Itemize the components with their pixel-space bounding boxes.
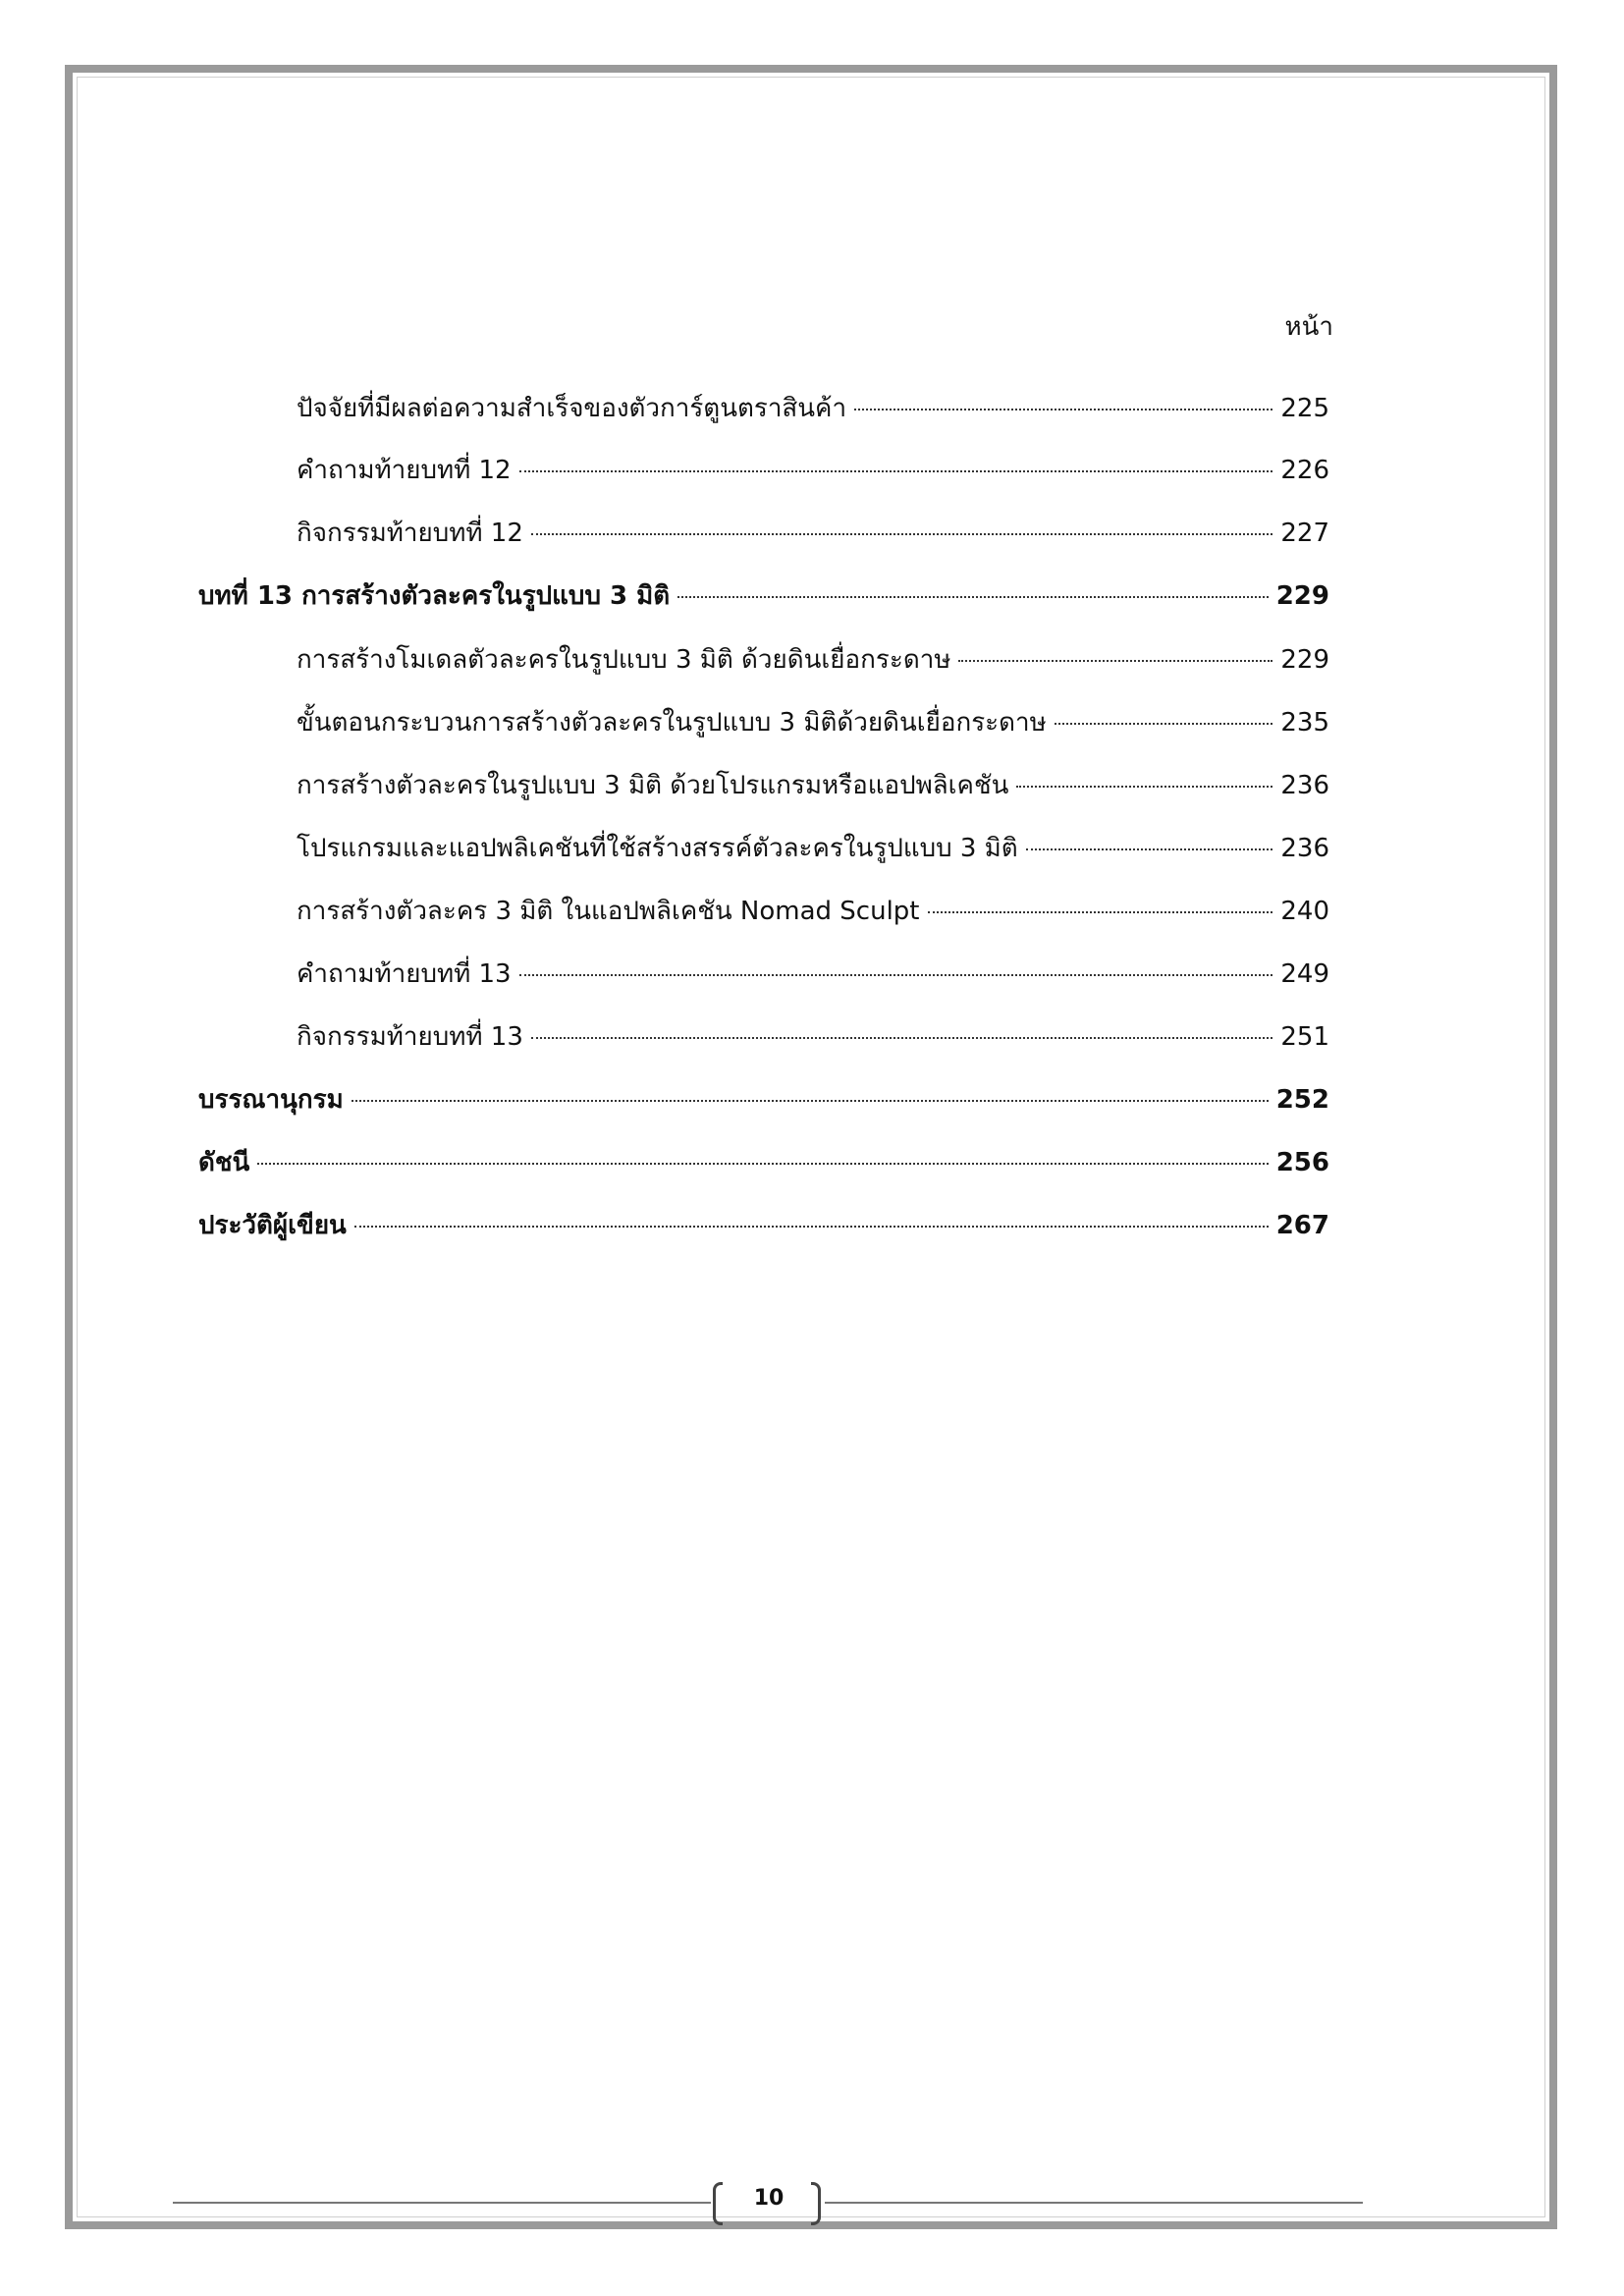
toc-dot-leader xyxy=(1016,786,1272,788)
toc-entry[interactable] xyxy=(297,891,1329,936)
toc-dot-leader xyxy=(354,1226,1269,1228)
toc-dot-leader xyxy=(854,409,1272,410)
toc-entry[interactable] xyxy=(297,639,1329,684)
left-bracket-icon xyxy=(713,2182,723,2225)
toc-chapter-entry[interactable] xyxy=(198,1079,1329,1124)
toc-chapter-title: ประวัติผู้เขียน xyxy=(198,1211,347,1240)
toc-chapter-title: ดัชนี xyxy=(198,1148,250,1177)
toc-entry-page: 226 xyxy=(1280,456,1329,485)
toc-chapter-title: บทที่ 13 การสร้างตัวละครในรูปแบบ 3 มิติ xyxy=(198,581,671,611)
toc-entry[interactable] xyxy=(297,765,1329,810)
toc-entry[interactable] xyxy=(297,388,1329,433)
toc-chapter-entry[interactable] xyxy=(198,1205,1329,1250)
toc-entry[interactable] xyxy=(297,1016,1329,1062)
toc-dot-leader xyxy=(1055,723,1272,725)
toc-dot-leader xyxy=(958,660,1272,662)
toc-dot-leader xyxy=(257,1163,1268,1165)
toc-entry-title: การสร้างตัวละคร 3 มิติ ในแอปพลิเคชัน Nomad Sculpt xyxy=(297,897,920,926)
toc-dot-leader xyxy=(531,533,1272,535)
toc-dot-leader xyxy=(531,1037,1272,1039)
toc-entry-title: กิจกรรมท้ายบทที่ 12 xyxy=(297,519,523,548)
footer-rule-right xyxy=(825,2202,1363,2204)
toc-entry-page: 229 xyxy=(1280,645,1329,675)
toc-dot-leader xyxy=(1026,848,1272,850)
toc-entry-page: 240 xyxy=(1280,897,1329,926)
toc-entry-page: 225 xyxy=(1280,394,1329,423)
toc-entry-page: 249 xyxy=(1280,959,1329,989)
toc-entry-title: ขั้นตอนกระบวนการสร้างตัวละครในรูปแบบ 3 มิติด้วยดินเยื่อกระดาษ xyxy=(297,708,1047,738)
toc-entry-title: การสร้างตัวละครในรูปแบบ 3 มิติ ด้วยโปรแกรมหรือแอปพลิเคชัน xyxy=(297,771,1009,800)
toc-entry-page: 236 xyxy=(1280,834,1329,863)
page-column-label: หน้า xyxy=(1284,312,1333,342)
toc-dot-leader xyxy=(928,911,1273,913)
toc-entry-title: กิจกรรมท้ายบทที่ 13 xyxy=(297,1022,523,1052)
toc-entry[interactable] xyxy=(297,513,1329,558)
toc-chapter-page: 256 xyxy=(1275,1148,1329,1177)
toc-chapter-entry[interactable] xyxy=(198,575,1329,621)
toc-chapter-page: 229 xyxy=(1275,581,1329,611)
toc-entry-title: คำถามท้ายบทที่ 12 xyxy=(297,456,512,485)
toc-dot-leader xyxy=(352,1100,1269,1102)
toc-chapter-entry[interactable] xyxy=(198,1142,1329,1187)
toc-entry-title: การสร้างโมเดลตัวละครในรูปแบบ 3 มิติ ด้วยดินเยื่อกระดาษ xyxy=(297,645,951,675)
page-number: 10 xyxy=(753,2186,785,2211)
toc-chapter-page: 252 xyxy=(1275,1085,1329,1115)
toc-entry-title: ปัจจัยที่มีผลต่อความสำเร็จของตัวการ์ตูนตราสินค้า xyxy=(297,394,847,423)
toc-entry-page: 251 xyxy=(1280,1022,1329,1052)
toc-entry-page: 227 xyxy=(1280,519,1329,548)
toc-entry[interactable] xyxy=(297,702,1329,747)
toc-chapter-title: บรรณานุกรม xyxy=(198,1085,344,1115)
toc-entry-title: โปรแกรมและแอปพลิเคชันที่ใช้สร้างสรรค์ตัวละครในรูปแบบ 3 มิติ xyxy=(297,834,1018,863)
toc-entry[interactable] xyxy=(297,954,1329,999)
toc-entry-page: 235 xyxy=(1280,708,1329,738)
toc-dot-leader xyxy=(519,470,1272,472)
page-footer xyxy=(0,2170,1624,2229)
right-bracket-icon xyxy=(811,2182,821,2225)
toc-entry-title: คำถามท้ายบทที่ 13 xyxy=(297,959,512,989)
toc-entry[interactable] xyxy=(297,828,1329,873)
toc-chapter-page: 267 xyxy=(1275,1211,1329,1240)
toc-entry[interactable] xyxy=(297,450,1329,495)
footer-rule-left xyxy=(173,2202,711,2204)
toc-entry-page: 236 xyxy=(1280,771,1329,800)
toc-dot-leader xyxy=(677,596,1269,598)
toc-dot-leader xyxy=(519,974,1272,976)
